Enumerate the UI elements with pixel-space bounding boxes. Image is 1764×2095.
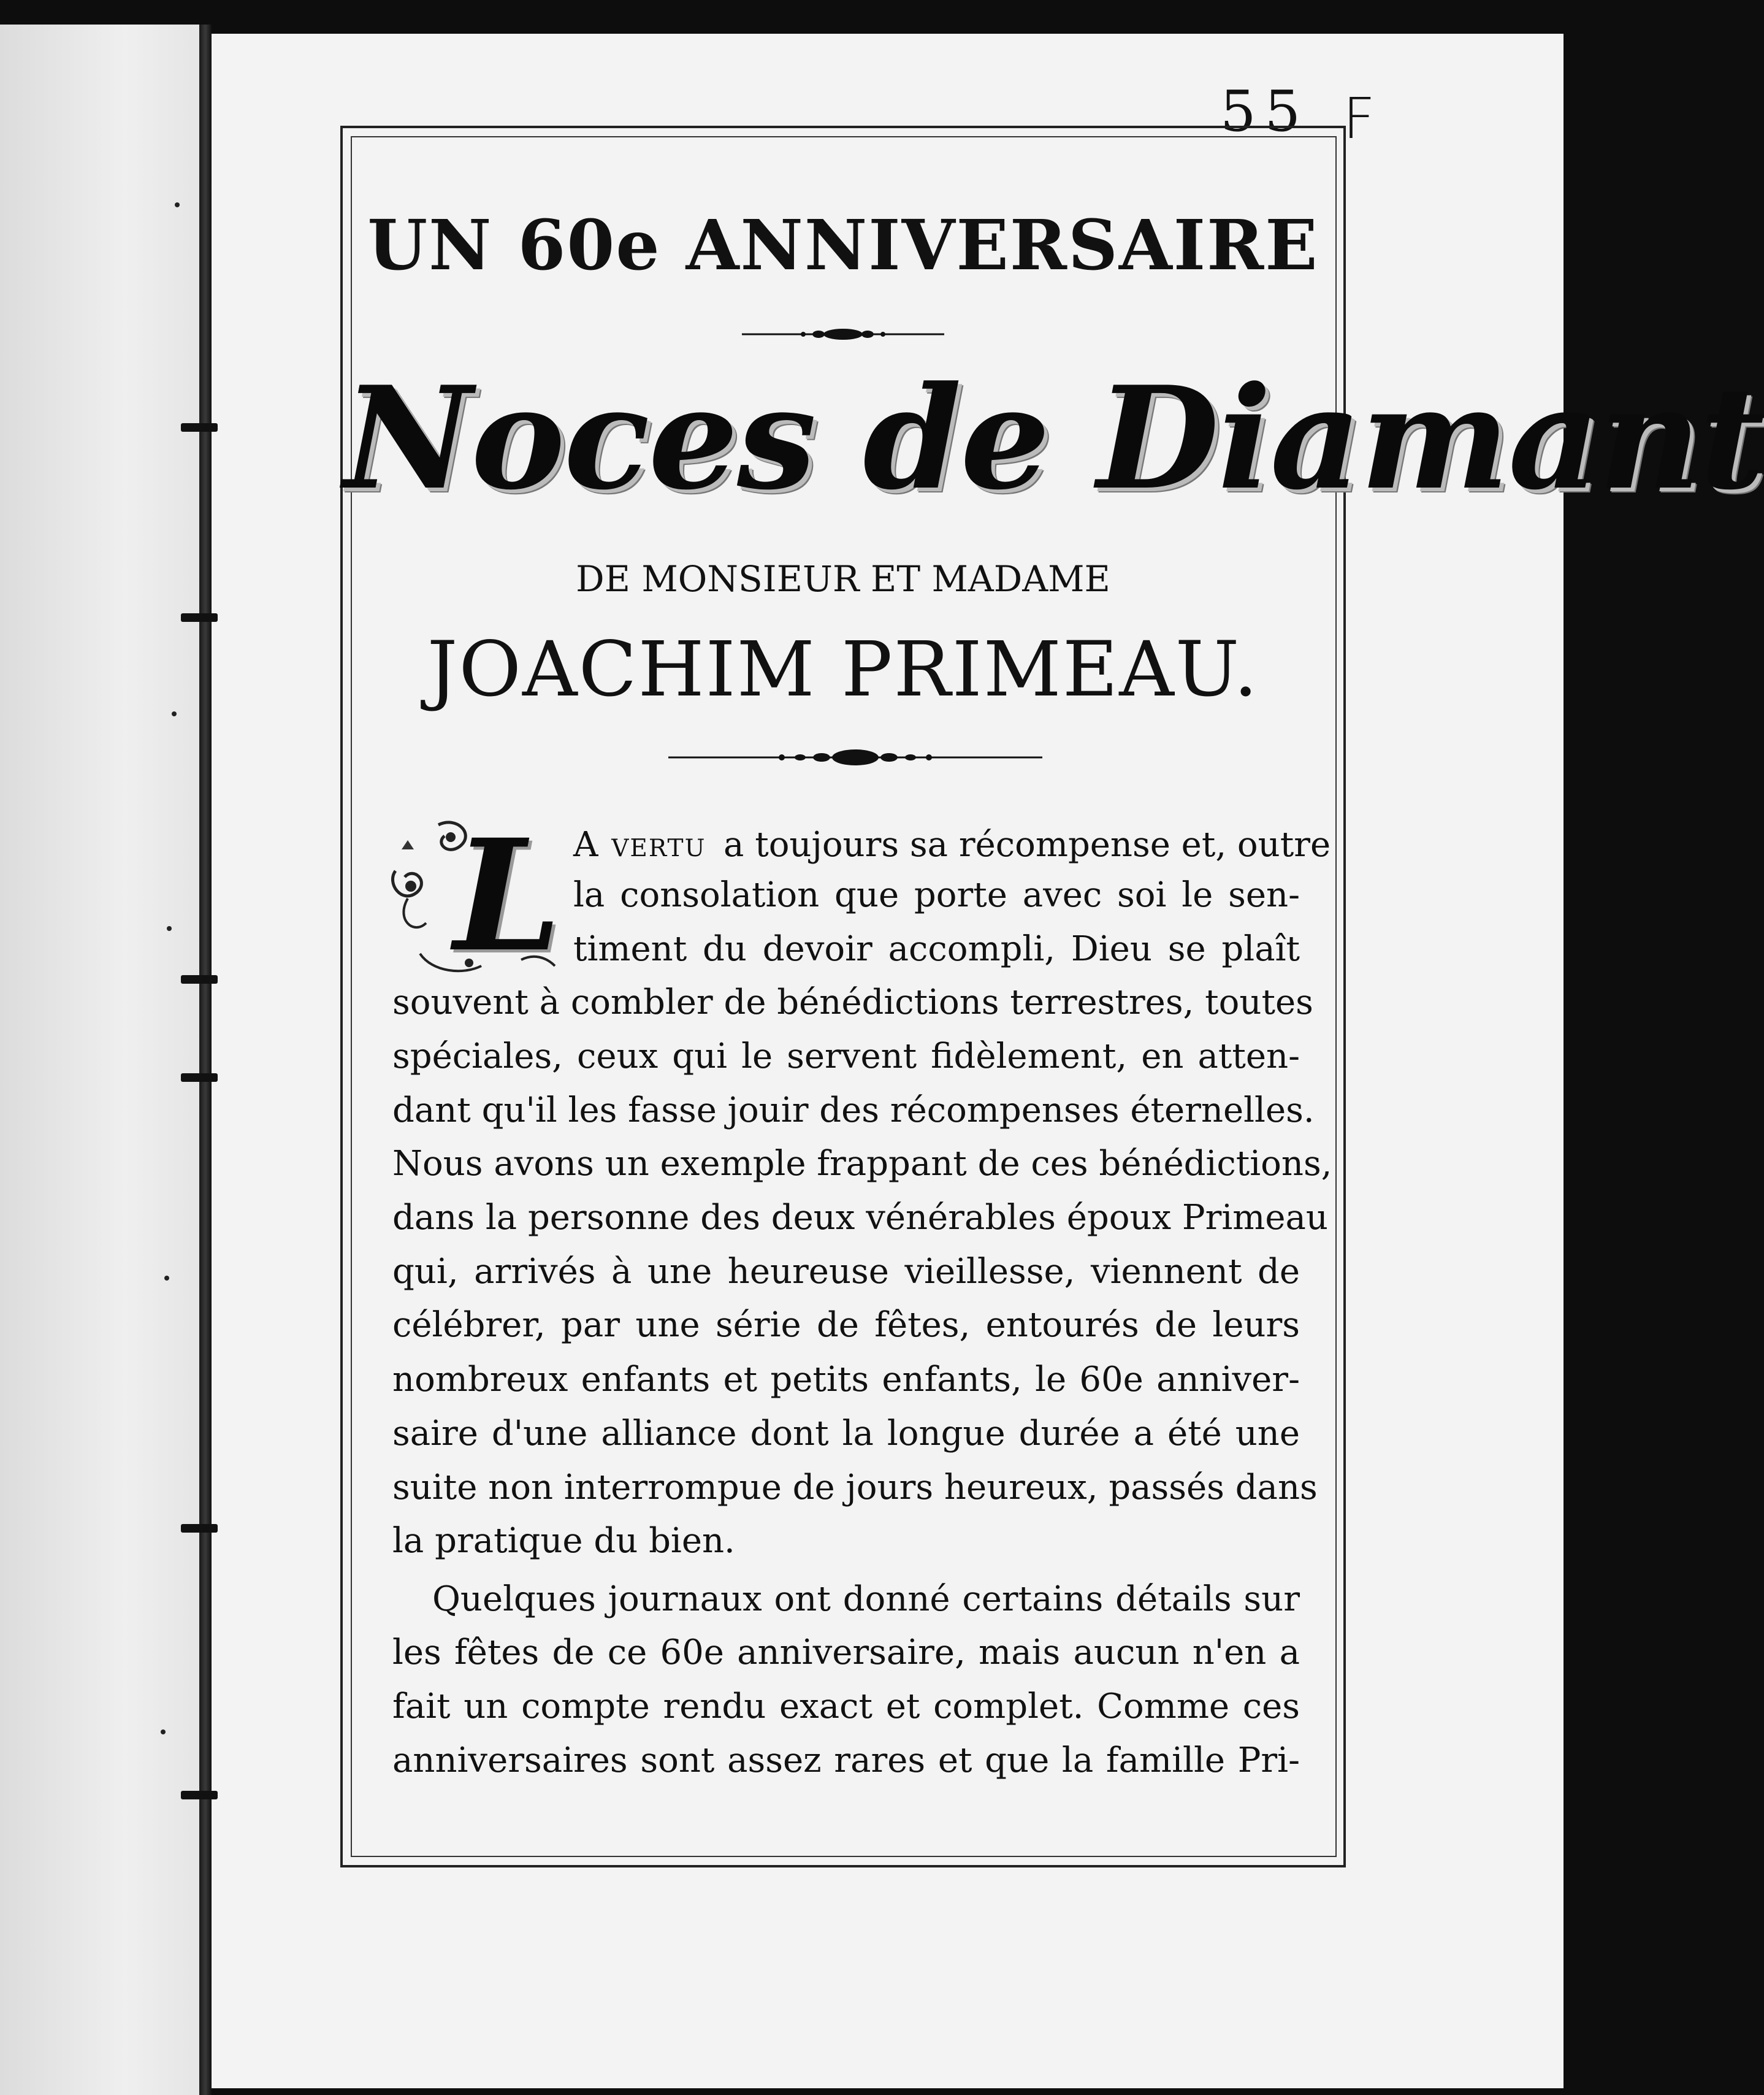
text-line: a toujours sa récompense et, outre	[724, 825, 1331, 865]
ink-speck	[175, 202, 180, 207]
text-line	[573, 825, 706, 865]
binding-stitch	[181, 613, 218, 622]
book-spine	[199, 25, 212, 2095]
page-number: 55	[1220, 79, 1310, 144]
text-line: Nous avons un exemple frappant de ces bénédictions,	[392, 1144, 1332, 1184]
gothic-title: Noces de Diamant	[343, 356, 1764, 521]
article-heading: UN 60e ANNIVERSAIRE	[367, 205, 1319, 286]
binding-stitch	[181, 1791, 218, 1799]
text-line: saire d'une alliance dont la longue durée a été une	[392, 1414, 1300, 1453]
ornament-divider-bottom	[668, 742, 1042, 773]
text-line: nombreux enfants et petits enfants, le 60e anniver-	[392, 1360, 1300, 1400]
text-line: souvent à combler de bénédictions terrestres, toutes	[392, 982, 1313, 1022]
binding-stitch	[181, 423, 218, 432]
ink-speck	[172, 711, 177, 716]
text-line: les fêtes de ce 60e anniversaire, mais aucun n'en a	[392, 1633, 1300, 1672]
text-line: spéciales, ceux qui le servent fidèlement, en atten-	[392, 1036, 1300, 1076]
ink-speck	[167, 926, 172, 931]
text-line: qui, arrivés à une heureuse vieillesse, viennent de	[392, 1252, 1300, 1292]
text-line: dans la personne des deux vénérables époux Primeau	[392, 1198, 1328, 1238]
ornament-divider-top	[742, 319, 944, 350]
text-line: anniversaires sont assez rares et que la famille Pri-	[392, 1741, 1300, 1780]
opening-word: A vertu	[573, 825, 706, 865]
drop-cap-letter: L	[454, 805, 562, 986]
honoree-name: JOACHIM PRIMEAU.	[427, 626, 1259, 714]
left-page-edge	[0, 25, 208, 2095]
text-line: célébrer, par une série de fêtes, entourés de leurs	[392, 1305, 1300, 1345]
decorative-drop-cap	[383, 805, 562, 986]
ink-speck	[161, 1729, 166, 1734]
text-line: Quelques journaux ont donné certains détails sur	[432, 1579, 1300, 1619]
page-letter: F	[1343, 86, 1375, 151]
binding-stitch	[181, 1524, 218, 1533]
binding-stitch	[181, 1073, 218, 1082]
text-line: la pratique du bien.	[392, 1521, 735, 1561]
ink-speck	[164, 1276, 169, 1281]
text-line: la consolation que porte avec soi le sen-	[573, 875, 1300, 915]
binding-stitch	[181, 975, 218, 984]
text-line: timent du devoir accompli, Dieu se plaît	[573, 929, 1300, 969]
text-line: suite non interrompue de jours heureux, passés dans	[392, 1468, 1318, 1507]
text-line: fait un compte rendu exact et complet. Comme ces	[392, 1687, 1300, 1726]
text-line: dant qu'il les fasse jouir des récompenses éternelles.	[392, 1090, 1315, 1130]
subheading: DE MONSIEUR ET MADAME	[576, 558, 1110, 600]
